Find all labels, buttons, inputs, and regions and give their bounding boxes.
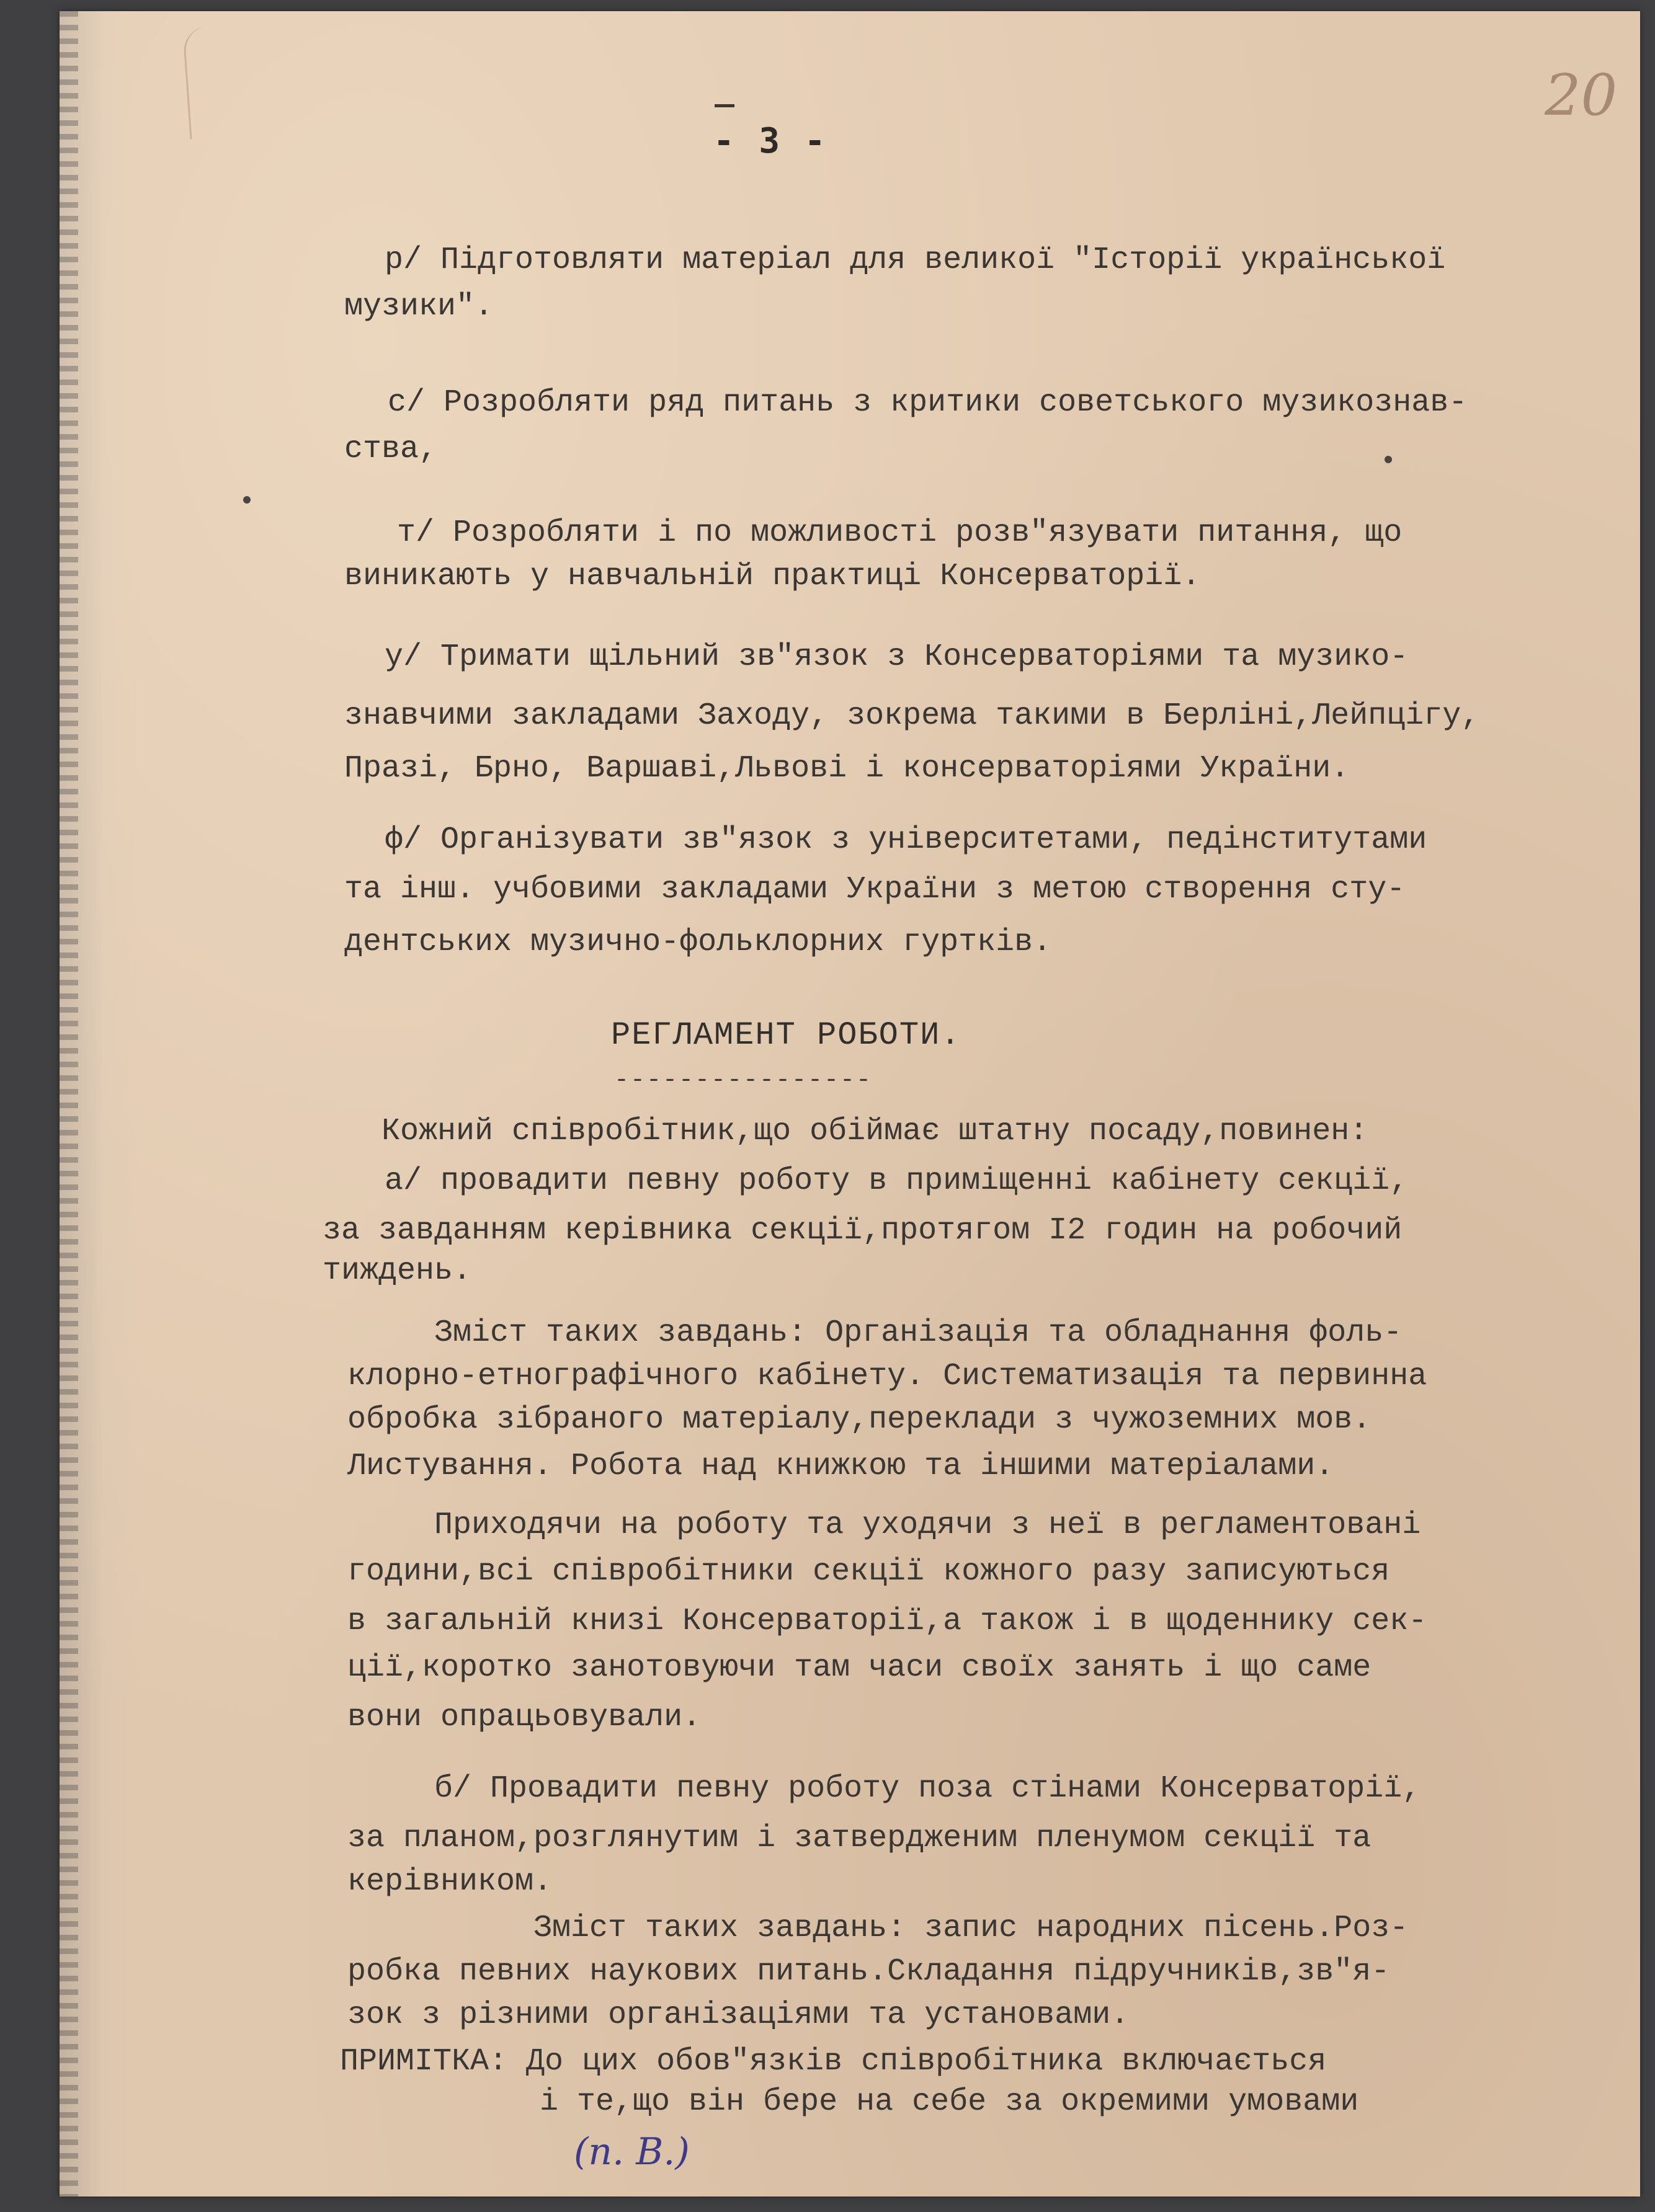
text-line: обробка зібраного матеріалу,переклади з чужоземних мов. [347, 1402, 1372, 1437]
archive-page-number: 20 [1545, 62, 1618, 128]
text-line: керівником. [347, 1864, 553, 1899]
text-line: а/ провадити певну роботу в приміщенні кабінету секції, [385, 1163, 1409, 1199]
text-line: вони опрацьовували. [347, 1700, 702, 1735]
document-page [60, 11, 1640, 2196]
text-line: ПРИМІТКА: До цих обов"язків співробітника включається [340, 2044, 1327, 2079]
text-line: в загальній книзі Консерваторії,а також і в щоденнику сек- [347, 1604, 1427, 1639]
text-line: Зміст таких завдань: Організація та обладнання фоль- [434, 1315, 1403, 1351]
text-line: ф/ Організувати зв"язок з університетами, педінститутами [385, 822, 1427, 858]
text-line: Приходячи на роботу та уходячи з неї в регламентовані [434, 1508, 1421, 1543]
section-title: РЕГЛАМЕНТ РОБОТИ. [611, 1017, 961, 1054]
paper-edge [60, 11, 78, 2196]
page-number-dash [715, 104, 734, 107]
text-line: за планом,розглянутим і затвердженим пленумом секції та [347, 1821, 1372, 1856]
text-line: і те,що він бере на себе за окремими умовами [540, 2084, 1359, 2120]
faded-stamp-mark [182, 22, 279, 140]
text-line: за завданням керівника секції,протягом І2 годин на робочий [323, 1213, 1403, 1248]
ink-dot [1385, 456, 1392, 463]
text-line: години,всі співробітники секції кожного разу записуються [347, 1554, 1390, 1589]
text-line: Празі, Брно, Варшаві,Львові і консерваторіями України. [344, 751, 1350, 786]
text-line: тиждень. [323, 1253, 472, 1289]
text-line: та інш. учбовими закладами України з метою створення сту- [344, 872, 1406, 907]
text-line: музики". [344, 289, 494, 324]
text-line: зок з різними організаціями та установами. [347, 1997, 1130, 2033]
text-line: б/ Провадити певну роботу поза стінами Консерваторії, [434, 1771, 1421, 1806]
text-line: робка певних наукових питань.Складання підручників,зв"я- [347, 1954, 1390, 1989]
handwritten-note: (п. В.) [574, 2130, 690, 2174]
text-line: Листування. Робота над книжкою та іншими матеріалами. [347, 1449, 1334, 1484]
text-line: с/ Розробляти ряд питань з критики советського музикознав- [388, 385, 1468, 420]
section-title-underline: ---------------- [614, 1067, 873, 1095]
text-line: клорно-етнографічного кабінету. Систематизація та первинна [347, 1359, 1427, 1394]
text-line: виникають у навчальній практиці Консерваторії. [344, 559, 1201, 594]
text-line: р/ Підготовляти матеріал для великої "Історії української [385, 242, 1446, 278]
text-line: ції,коротко занотовуючи там часи своїх занять і що саме [347, 1650, 1372, 1686]
text-line: т/ Розробляти і по можливості розв"язувати питання, що [397, 515, 1403, 551]
text-line: Зміст таких завдань: запис народних пісень.Роз- [533, 1911, 1409, 1946]
text-line: Кожний співробітник,що обіймає штатну посаду,повинен: [381, 1114, 1368, 1149]
text-line: знавчими закладами Заходу, зокрема такими в Берліні,Лейпцігу, [344, 698, 1480, 734]
page-number: - 3 - [713, 121, 828, 161]
text-line: дентських музично-фольклорних гуртків. [344, 925, 1052, 960]
text-line: ства, [344, 432, 438, 467]
text-line: у/ Тримати щільний зв"язок з Консерваторіями та музико- [385, 639, 1409, 675]
ink-dot [243, 496, 251, 504]
